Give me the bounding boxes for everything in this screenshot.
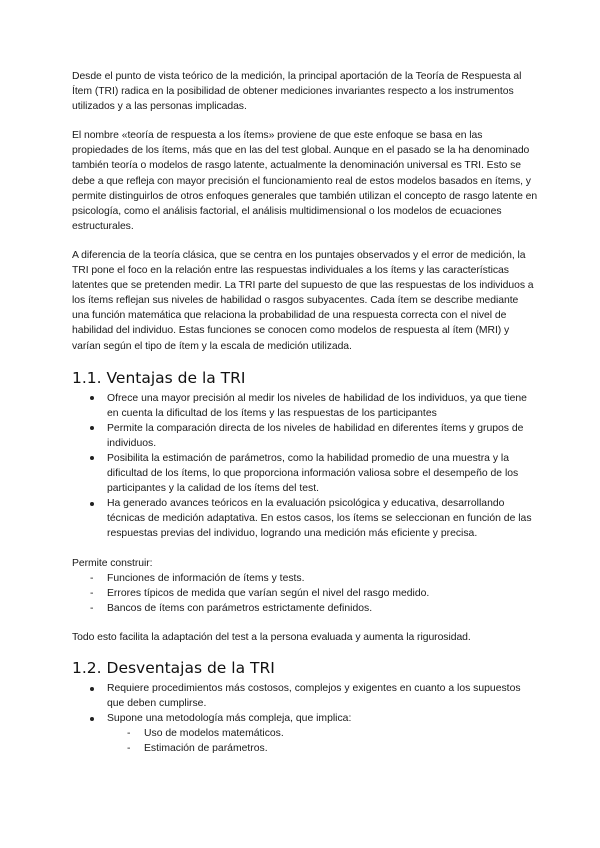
list-item: - Estimación de parámetros. — [72, 741, 538, 756]
list-item: - Errores típicos de medida que varían según el nivel del rasgo medido. — [72, 586, 538, 601]
paragraph-closing: Todo esto facilita la adaptación del test a la persona evaluada y aumenta la rigurosidad. — [72, 631, 471, 643]
list-item: Ha generado avances teóricos en la evaluación psicológica y educativa, desarrollando técnicas de medición adaptativa. En estos casos, los ítems se seleccionan en función de las respuestas previas del individuo, logrando una medición más eficiente y precisa. — [72, 496, 538, 541]
list-item: Posibilita la estimación de parámetros, como la habilidad promedio de una muestra y la dificultad de los ítems, lo que proporciona información valiosa sobre el desempeño de los participantes y la calidad de los ítems del test. — [72, 451, 538, 496]
advantages-list — [72, 391, 538, 542]
paragraph-name-origin: El nombre «teoría de respuesta a los ítems» proviene de que este enfoque se basa en las propiedades de los ítems, más que en las del test global. Aunque en el pasado se la ha denominado también teoría o modelos de rasgo latente, actualmente la denominación universal es TRI. Esto se debe a que refleja con mayor precisión el funcionamiento real de estos modelos basados en ítems, y permite distinguirlos de otros enfoques generales que también utilizan el concepto de rasgo latente en psicología, como el análisis factorial, el análisis multidimensional o los modelos de ecuaciones estructurales. — [72, 130, 538, 232]
disadvantages-list — [72, 681, 538, 726]
list-item: Ofrece una mayor precisión al medir los niveles de habilidad de los individuos, ya que tiene en cuenta la dificultad de los ítems y las respuestas de los participantes — [72, 391, 538, 421]
section-heading-advantages: 1.1. Ventajas de la TRI — [72, 368, 246, 387]
list-item: Requiere procedimientos más costosos, complejos y exigentes en cuanto a los supuestos que deben cumplirse. — [72, 681, 538, 711]
list-item: Supone una metodología más compleja, que implica: — [72, 711, 538, 726]
build-list — [72, 571, 538, 616]
list-item: - Uso de modelos matemáticos. — [72, 726, 538, 741]
paragraph-intro: Desde el punto de vista teórico de la medición, la principal aportación de la Teoría de Respuesta al Ítem (TRI) radica en la posibilidad de obtener mediciones invariantes respecto a los instrumentos utilizados y a las personas implicadas. — [72, 71, 522, 113]
list-item: - Bancos de ítems con parámetros estrictamente definidos. — [72, 601, 538, 616]
list-item: Permite la comparación directa de los niveles de habilidad en diferentes ítems y grupos de individuos. — [72, 421, 538, 451]
paragraph-allows-building: Permite construir: — [72, 557, 153, 569]
methodology-sublist — [72, 726, 538, 756]
paragraph-classical-comparison: A diferencia de la teoría clásica, que se centra en los puntajes observados y el error de medición, la TRI pone el foco en la relación entre las respuestas individuales a los ítems y las características latentes que se pretenden medir. La TRI parte del supuesto de que las respuestas de los individuos a los ítems reflejan sus niveles de habilidad o rasgos subyacentes. Cada ítem se describe mediante una función matemática que relaciona la probabilidad de una respuesta correcta con el nivel de habilidad del individuo. Estas funciones se conocen como modelos de respuesta al ítem (MRI) y varían según el tipo de ítem y la escala de medición utilizada. — [72, 249, 534, 352]
list-item: - Funciones de información de ítems y tests. — [72, 571, 538, 586]
section-heading-disadvantages: 1.2. Desventajas de la TRI — [72, 659, 275, 677]
